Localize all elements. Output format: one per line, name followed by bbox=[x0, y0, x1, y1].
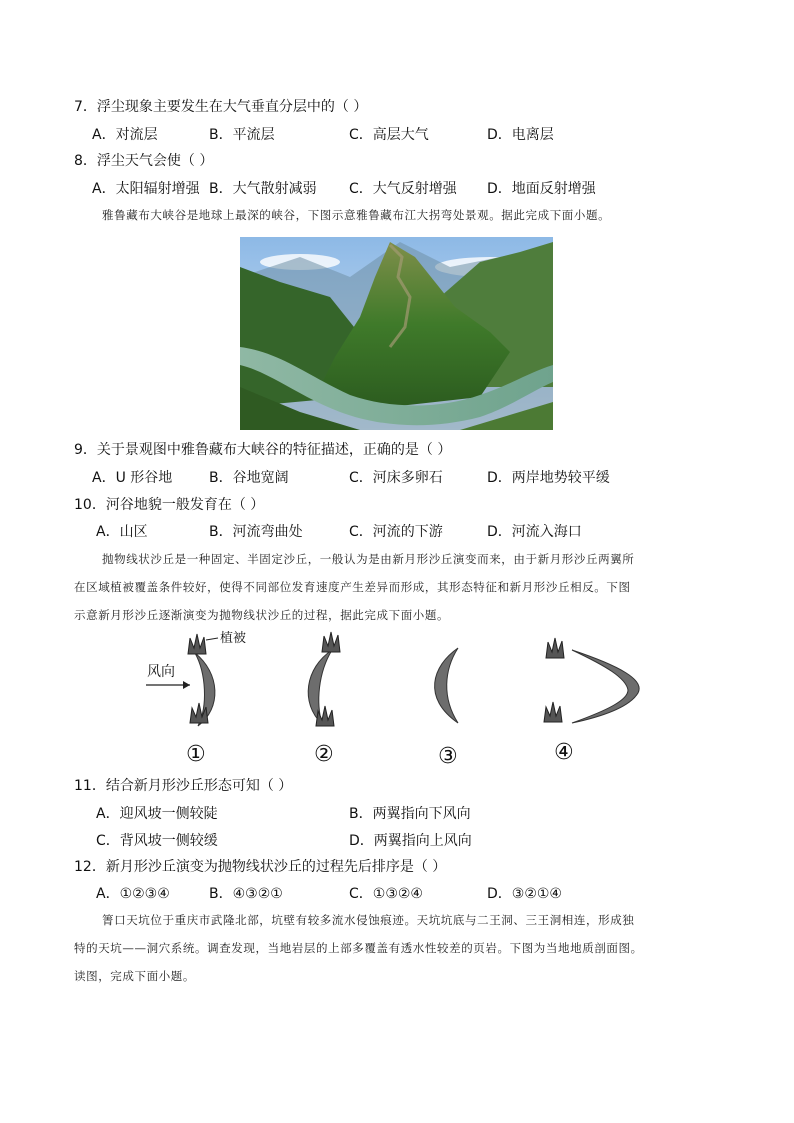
stage-label-2: ② bbox=[314, 742, 334, 767]
intro-dune-line-2: 在区域植被覆盖条件较好，使得不同部位发育速度产生差异而形成，其形态特征和新月形沙丘相反。下图 bbox=[74, 580, 631, 594]
intro-dune-line-3: 示意新月形沙丘逐渐演变为抛物线状沙丘的过程，据此完成下面小题。 bbox=[74, 608, 450, 622]
question-10-option-d[interactable]: D．河流入海口 bbox=[487, 524, 582, 540]
question-9-option-d[interactable]: D．两岸地势较平缓 bbox=[487, 470, 610, 486]
stage-label-3: ③ bbox=[438, 744, 458, 769]
question-9-option-b[interactable]: B．谷地宽阔 bbox=[209, 470, 289, 486]
question-8-option-a[interactable]: A．太阳辐射增强 bbox=[92, 181, 200, 197]
question-11-option-a[interactable]: A．迎风坡一侧较陡 bbox=[96, 806, 218, 822]
intro-tiankeng-line-3: 读图，完成下面小题。 bbox=[74, 969, 195, 983]
question-11-option-c[interactable]: C．背风坡一侧较缓 bbox=[96, 833, 218, 849]
vegetation-icon bbox=[546, 638, 564, 658]
intro-tiankeng bbox=[74, 906, 724, 990]
question-7-stem: 7．浮尘现象主要发生在大气垂直分层中的（ ） bbox=[74, 99, 368, 115]
question-8-option-b[interactable]: B．大气散射减弱 bbox=[209, 181, 317, 197]
question-10-option-b[interactable]: B．河流弯曲处 bbox=[209, 524, 303, 540]
question-12-option-a[interactable]: A．①②③④ bbox=[96, 886, 170, 902]
vegetation-icon bbox=[188, 634, 206, 654]
question-12-option-c[interactable]: C．①③②④ bbox=[349, 886, 423, 902]
intro-tiankeng-line-1: 箐口天坑位于重庆市武隆北部，坑壁有较多流水侵蚀痕迹。天坑坑底与二王洞、三王洞相连，形成独 bbox=[102, 913, 635, 927]
intro-dune-line-1: 抛物线状沙丘是一种固定、半固定沙丘，一般认为是由新月形沙丘演变而来，由于新月形沙丘两翼所 bbox=[102, 552, 635, 566]
question-9-option-a[interactable]: A．U 形谷地 bbox=[92, 470, 173, 486]
question-7-option-c[interactable]: C．高层大气 bbox=[349, 127, 429, 143]
question-12-stem: 12．新月形沙丘演变为抛物线状沙丘的过程先后排序是（ ） bbox=[74, 859, 447, 875]
intro-tiankeng-line-2: 特的天坑——洞穴系统。调查发现，当地岩层的上部多覆盖有透水性较差的页岩。下图为当地地质剖面图。 bbox=[74, 941, 643, 955]
vegetation-label: 植被 bbox=[220, 631, 247, 646]
wind-direction-label: 风向 bbox=[147, 664, 175, 680]
vegetation-icon bbox=[544, 702, 562, 722]
question-10-option-a[interactable]: A．山区 bbox=[96, 524, 148, 540]
question-9-option-c[interactable]: C．河床多卵石 bbox=[349, 470, 443, 486]
question-8-option-c[interactable]: C．大气反射增强 bbox=[349, 181, 457, 197]
vegetation-icon bbox=[322, 632, 340, 652]
dune-stage-2 bbox=[308, 632, 340, 767]
question-12-option-b[interactable]: B．④③②① bbox=[209, 886, 283, 902]
question-7-option-d[interactable]: D．电离层 bbox=[487, 127, 554, 143]
question-8-stem: 8．浮尘天气会使（ ） bbox=[74, 153, 214, 169]
dune-stage-4 bbox=[544, 638, 639, 765]
stage-label-4: ④ bbox=[554, 740, 574, 765]
stage-label-1: ① bbox=[186, 742, 206, 767]
dune-stage-1 bbox=[146, 630, 246, 767]
dune-evolution-figure bbox=[140, 628, 660, 773]
question-11-option-b[interactable]: B．两翼指向下风向 bbox=[349, 806, 471, 822]
intro-dune bbox=[74, 545, 724, 629]
question-11-option-d[interactable]: D．两翼指向上风向 bbox=[349, 833, 472, 849]
question-7-option-a[interactable]: A．对流层 bbox=[92, 127, 158, 143]
dune-stage-3 bbox=[435, 648, 458, 769]
wind-arrow-head-icon bbox=[183, 681, 190, 689]
question-10-option-c[interactable]: C．河流的下游 bbox=[349, 524, 443, 540]
question-12-option-d[interactable]: D．③②①④ bbox=[487, 886, 562, 902]
intro-canyon bbox=[74, 201, 724, 229]
question-9-stem: 9．关于景观图中雅鲁藏布大峡谷的特征描述，正确的是（ ） bbox=[74, 442, 452, 458]
question-8-option-d[interactable]: D．地面反射增强 bbox=[487, 181, 596, 197]
intro-canyon-text: 雅鲁藏布大峡谷是地球上最深的峡谷，下图示意雅鲁藏布江大拐弯处景观。据此完成下面小题。 bbox=[102, 208, 611, 222]
canyon-landscape-photo bbox=[240, 237, 553, 430]
question-11-stem: 11．结合新月形沙丘形态可知（ ） bbox=[74, 778, 293, 794]
question-10-stem: 10．河谷地貌一般发育在（ ） bbox=[74, 497, 265, 513]
question-7-option-b[interactable]: B．平流层 bbox=[209, 127, 275, 143]
